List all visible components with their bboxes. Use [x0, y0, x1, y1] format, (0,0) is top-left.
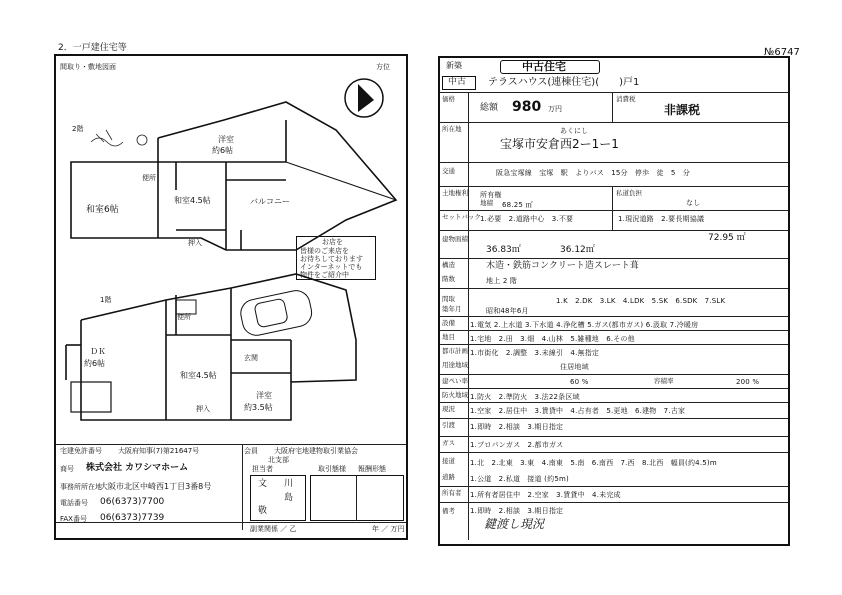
coverage-value: 60 % — [570, 378, 589, 386]
divider — [440, 92, 788, 93]
number-label: №6747 — [764, 47, 800, 58]
delivery-value: 1.即時 2.相談 3.期日指定 — [470, 423, 564, 431]
footer-right: 年 ／ 万円 — [372, 525, 405, 533]
room-dk-size: 約6帖 — [84, 359, 106, 368]
used-tag-label: 中古 — [448, 77, 467, 87]
footer-left: 副業関係 ／ 乙 — [250, 525, 297, 533]
property-type: テラスハウス(連棟住宅)( )戸1 — [488, 77, 640, 88]
floor2-area: 36.12㎡ — [560, 245, 595, 255]
setback-label: セットバック — [442, 213, 481, 221]
divider — [440, 452, 788, 453]
room-yoshitsu-1f-size: 約3.5帖 — [244, 403, 273, 412]
price-prefix: 総額 — [480, 103, 499, 113]
floor1-label: 1階 — [100, 296, 112, 304]
road-kind-value: 1.公道 2.私道 接道 (約5m) — [470, 475, 569, 483]
land-rights-label: 土地権利 — [442, 189, 468, 197]
divider — [440, 436, 788, 437]
divider — [56, 444, 406, 445]
room-genkan: 玄関 — [244, 354, 258, 362]
divider — [440, 402, 788, 403]
tax-value: 非課税 — [664, 103, 701, 117]
divider — [440, 418, 788, 419]
building-area-label: 建物面積 — [442, 235, 468, 243]
label-column-divider — [468, 92, 469, 540]
used-house-label: 中古住宅 — [522, 60, 566, 73]
delivery-label: 引渡 — [442, 421, 455, 429]
stamp-char: 川 — [284, 479, 294, 489]
gas-value: 1.プロパンガス 2.都市ガス — [470, 441, 564, 449]
far-label: 容積率 — [654, 377, 674, 385]
city-plan-value: 1.市街化 2.調整 3.未線引 4.無指定 — [470, 349, 600, 357]
road-direction-label: 接道 — [442, 457, 455, 465]
room-washitsu6: 和室6帖 — [86, 205, 119, 215]
road-kind-label: 道路 — [442, 473, 455, 481]
tel-value: 06(6373)7700 — [100, 497, 165, 507]
ad-note-line: お待ちしております — [300, 255, 363, 263]
fire-zone-value: 1.防火 2.準防火 3.法22条区域 — [470, 393, 580, 401]
assoc-title: 大阪府宅地建物取引業協会 — [274, 447, 358, 455]
assoc-branch: 北支部 — [268, 456, 289, 464]
city-plan-label: 都市計画 — [442, 347, 468, 355]
ad-note-line: 物件をご紹介中 — [300, 271, 349, 279]
structure-value: 木造・鉄筋コンクリート造スレート葺 — [486, 261, 639, 271]
price-label: 価格 — [442, 95, 455, 103]
divider — [440, 502, 788, 503]
facility-value: 1.電気 2.上水道 3.下水道 4.浄化槽 5.ガス(都市ガス) 6.汲取 7.冷暖房 — [470, 321, 699, 329]
room-yoshitsu-1f: 洋室 — [256, 391, 272, 400]
address-value: 大阪市北区中崎西1丁目3番8号 — [100, 482, 212, 491]
use-zone-label: 用途地域 — [442, 361, 468, 369]
tel-label: 電話番号 — [60, 499, 88, 507]
stamp-char: 文 — [258, 479, 268, 489]
divider — [440, 122, 788, 123]
new-label: 新築 — [446, 61, 462, 70]
divider — [440, 162, 788, 163]
land-area-label: 地積 — [480, 199, 493, 207]
remarks-value: 1.即時 2.相談 3.期日指定 — [470, 507, 564, 515]
divider — [440, 258, 788, 259]
company-name: 株式会社 カワシマホーム — [86, 463, 189, 473]
zoning-value: 1.宅地 2.田 3.畑 4.山林 5.雑種地 6.その他 — [470, 335, 635, 343]
floor1-area: 36.83㎡ — [486, 245, 521, 255]
facility-label: 設備 — [442, 319, 455, 327]
room-oshiire-2f: 押入 — [188, 239, 202, 247]
section-title: 2．一戸建住宅等 — [58, 43, 127, 53]
private-road-value: なし — [686, 199, 701, 207]
floors-label: 階数 — [442, 275, 455, 283]
divider — [440, 374, 788, 375]
setback-options: 1.必要 2.道路中心 3.不要 — [480, 215, 574, 223]
divider — [440, 486, 788, 487]
use-zone-value: 住居地域 — [560, 363, 589, 371]
divider — [440, 330, 788, 331]
owner-value: 1.所有者居住中 2.空家 3.賃貸中 4.未完成 — [470, 491, 621, 499]
ad-note-line: 皆様のご来店を — [300, 247, 349, 255]
fire-zone-label: 防火地域 — [442, 391, 468, 399]
assoc-grid-label: 取引態様 — [318, 465, 346, 473]
road-options: 1.現況道路 2.要長期協議 — [618, 215, 705, 223]
far-value: 200 % — [736, 378, 760, 386]
assoc-grid-label: 報酬形態 — [358, 465, 386, 473]
plan-heading: 間取り・敷地図面 — [60, 63, 116, 71]
price-value: 980 — [512, 99, 542, 115]
built-value: 昭和48年6月 — [486, 307, 529, 315]
room-dk: ＤＫ — [90, 347, 106, 356]
room-benjo-2f: 便所 — [142, 174, 156, 182]
total-area: 72.95 ㎡ — [708, 233, 746, 243]
address-label: 事務所所在地 — [60, 483, 102, 491]
ad-note-line: インターネットでも — [300, 263, 363, 271]
tax-label: 消費税 — [616, 95, 636, 103]
transport-label: 交通 — [442, 167, 455, 175]
fax-value: 06(6373)7739 — [100, 513, 165, 523]
layout-label: 間取 — [442, 295, 455, 303]
assoc-member: 会員 — [244, 447, 258, 455]
divider — [612, 92, 613, 122]
divider — [356, 475, 357, 521]
road-direction-value: 1.北 2.北東 3.東 4.南東 5.南 6.南西 7.西 8.北西 幅員(約4.5)m — [470, 459, 717, 467]
gas-label: ガス — [442, 439, 455, 447]
location-value: 宝塚市安倉西2ー1ー1 — [500, 137, 619, 151]
layout-value: 1.K 2.DK 3.LK 4.LDK 5.SK 6.SDK 7.SLK — [556, 297, 726, 305]
location-ruby: あくにし — [560, 127, 588, 135]
ad-note-title: お店を — [322, 238, 343, 246]
floors-value: 地上 2 階 — [486, 277, 518, 285]
divider — [612, 186, 613, 210]
private-road-label: 私道負担 — [616, 189, 642, 197]
land-rights-value: 所有権 — [480, 191, 502, 199]
transport-value: 阪急宝塚線 宝塚 駅 よりバス 15分 停歩 徒 5 分 — [496, 169, 690, 177]
room-oshiire-1f: 押入 — [196, 405, 210, 413]
current-status-label: 現況 — [442, 405, 455, 413]
divider — [440, 388, 788, 389]
room-balcony: バルコニー — [250, 197, 290, 206]
stamp-char: 島 — [284, 493, 294, 503]
coverage-label: 建ぺい率 — [442, 377, 468, 385]
price-unit: 万円 — [548, 105, 562, 113]
fax-label: FAX番号 — [60, 515, 87, 523]
built-label: 築年月 — [442, 305, 462, 313]
handwritten-signature: 鍵渡し現況 — [484, 517, 545, 531]
license-label: 宅建免許番号 — [60, 447, 102, 455]
zoning-label: 地目 — [442, 333, 455, 341]
floor2-label: 2階 — [72, 125, 84, 133]
location-label: 所在地 — [442, 125, 462, 133]
divider — [440, 344, 788, 345]
remarks-label: 備考 — [442, 507, 455, 515]
room-yoshitsu-2f: 洋室 — [218, 135, 234, 144]
room-benjo-1f: 便所 — [177, 313, 191, 321]
divider — [440, 288, 788, 289]
owner-label: 所有者 — [442, 489, 462, 497]
divider — [440, 230, 788, 231]
divider — [242, 444, 243, 530]
assoc-person-label: 担当者 — [252, 465, 273, 473]
divider — [612, 210, 613, 230]
divider — [56, 522, 406, 523]
room-washitsu45-1f: 和室4.5帖 — [180, 371, 217, 380]
direction-label: 方位 — [376, 63, 390, 71]
divider — [440, 210, 788, 211]
stamp-char: 敬 — [258, 506, 268, 516]
room-yoshitsu-2f-size: 約6帖 — [212, 146, 234, 155]
divider — [440, 316, 788, 317]
structure-label: 構造 — [442, 261, 455, 269]
license-value: 大阪府知事(7)第21647号 — [118, 447, 200, 455]
room-washitsu45-2f: 和室4.5帖 — [174, 196, 211, 205]
divider — [440, 186, 788, 187]
company-label: 商号 — [60, 465, 74, 473]
deal-type-grid — [310, 475, 404, 521]
current-status-value: 1.空家 2.居住中 3.賃貸中 4.占有者 5.更地 6.建物 7.古家 — [470, 407, 686, 415]
land-area-value: 68.25 ㎡ — [502, 201, 533, 209]
